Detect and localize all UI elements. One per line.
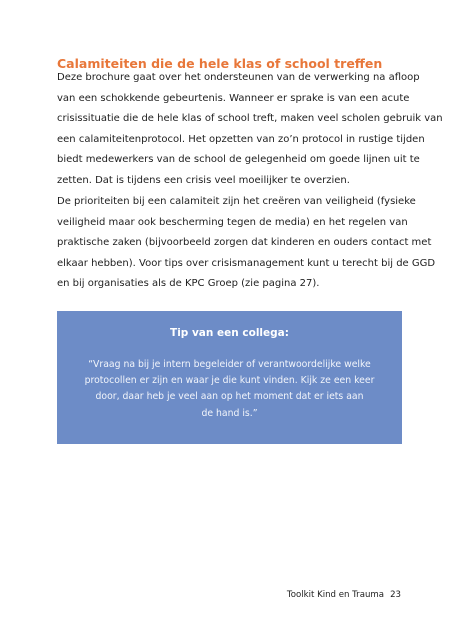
tip-quote-line: door, daar heb je veel aan op het moment dat er iets aan [95,391,364,403]
paragraph-line: en bij organisaties als de KPC Groep (zie pagina 27). [57,278,320,289]
paragraph-line: zetten. Dat is tijdens een crisis veel moeilijker te overzien. [57,174,350,186]
tip-quote-line: protocollen er zijn en waar je die kunt vinden. Kijk ze een keer [84,375,375,387]
tip-title: Tip van een collega: [170,327,289,339]
tip-quote [57,357,402,422]
page-footer [287,590,401,600]
page-number: 23 [390,590,401,600]
paragraph-line: Deze brochure gaat over het ondersteunen van de verwerking na afloop [57,72,420,83]
paragraph-priorities [57,192,436,295]
paragraph-line: van een schokkende gebeurtenis. Wanneer er sprake is van een acute [57,92,410,104]
paragraph-line: De prioriteiten bij een calamiteit zijn het creëren van veiligheid (fysieke [57,196,416,207]
paragraph-line: praktische zaken (bijvoorbeeld zorgen dat kinderen en ouders contact met [57,237,432,248]
footer-publication-title: Toolkit Kind en Trauma [286,590,385,600]
tip-box [57,311,402,444]
section-heading: Calamiteiten die de hele klas of school treffen [57,56,383,71]
paragraph-line: veiligheid maar ook bescherming tegen de media) en het regelen van [57,216,408,228]
paragraph-line: een calamiteitenprotocol. Het opzetten van zo’n protocol in rustige tijden [57,133,425,145]
tip-quote-line: de hand is.” [201,407,258,419]
tip-quote-line: “Vraag na bij je intern begeleider of verantwoordelijke welke [88,359,371,370]
paragraph-line: biedt medewerkers van de school de gelegenheid om goede lijnen uit te [57,154,420,165]
paragraph-line: crisissituatie die de hele klas of school treft, maken veel scholen gebruik van [57,113,443,124]
paragraph-line: elkaar hebben). Voor tips over crisismanagement kunt u terecht bij de GGD [57,257,436,269]
paragraph-intro [57,68,443,191]
